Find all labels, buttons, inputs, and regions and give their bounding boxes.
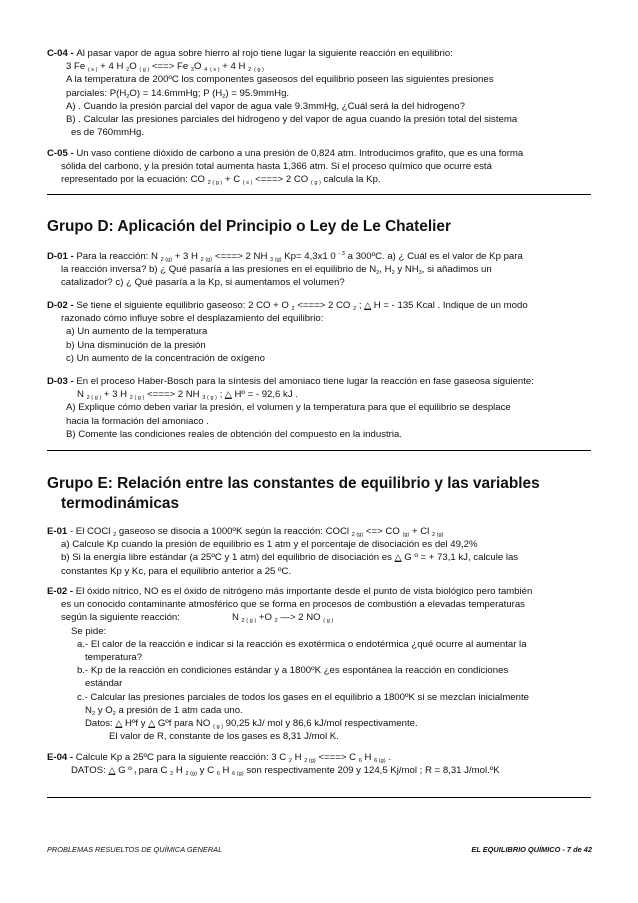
equation: N $_{2 ( g )}$ + 3 H $_{2 ( g )}$ <===> 2 NH $_{3 ( g )}$ ; △ Hº = - 92,6 kJ . — [77, 389, 298, 402]
data-line: El valor de R, constante de los gases es 8,31 J/mol K. — [109, 731, 339, 743]
option-a: a) Un aumento de la temperatura — [66, 326, 208, 338]
problem-label: D-03 - — [47, 376, 77, 387]
problem-e02: E-02 - El óxido nítrico, NO es el óxido de nitrógeno más importante desde el punto de vista biológico pero también es un conocido contaminante atmosférico que se forma en procesos de combustión a elevadas temperaturas según la siguiente reacción: N $_{2 ( g )}$ +O $_2$ —> 2 NO $_{( g )}$ Se pide: a.- El calor de la reacción e indicar si la reacción es exotérmica o endotérmica ¿qué ocurre al aumentar la temperatura? b.- Kp de la reacción en condiciones estándar y a 1800ºK ¿es espontánea la reacción en condiciones estándar c.- Calcular las presiones parciales de todos los gases en el equilibrio a 1800ºK si se mezclan inicialmente $N_2$ y $O_2$ a presión de 1 atm cada uno. Datos: △ Hºf y △ Gºf para NO $_{( g )}$ 90,25 kJ/ mol y 86,6 kJ/mol respectivamente. El valor de R, constante de los gases es 8,31 J/mol K. — [47, 585, 592, 743]
problem-e01: E-01 - El COCl $_2$ gaseoso se disocia a 1000ºK según la reacción: COCl $_{2 (g)}$ <=> CO $_{(g)}$ + Cl $_{2 (g)}$ a) Calcule Kp cuando la presión de equilibrio es 1 atm y el porcentaje de disociación es del 49,2% b) Si la energía libre estándar (a 25ºC y 1 atm) del equilibrio de disociación es △ G º = + 73,1 kJ, calcule las constantes Kp y Kc, para el equilibrio anterior a 25 ºC. — [47, 525, 592, 578]
problem-label: E-01 — [47, 526, 68, 537]
question-a: A) Explique cómo deben variar la presión, el volumen y la temperatura para que el equilibrio se desplace — [66, 402, 511, 414]
problem-text: según la siguiente reacción: N $_{2 ( g )}$ +O $_2$ —> 2 NO $_{( g )}$ — [61, 612, 334, 625]
footer-page-number: EL EQUILIBRIO QUÍMICO - 7 de 42 — [471, 845, 592, 854]
data-line: Datos: △ Hºf y △ Gºf para NO $_{( g )}$ 90,25 kJ/ mol y 86,6 kJ/mol respectivamente. — [85, 718, 418, 731]
problem-text: Un vaso contiene dióxido de carbono a una presión de 0,824 atm. Introducimos grafito, que es una forma — [76, 148, 524, 159]
problem-text: Al pasar vapor de agua sobre hierro al rojo tiene lugar la siguiente reacción en equilibrio: — [76, 48, 453, 59]
question-a: a.- El calor de la reacción e indicar si la reacción es exotérmica o endotérmica ¿qué ocurre al aumentar la — [77, 638, 527, 650]
delta-icon: △ — [364, 300, 372, 310]
problem-label: E-04 - — [47, 752, 76, 763]
problem-d03: D-03 - En el proceso Haber-Bosch para la síntesis del amoniaco tiene lugar la reacción en fase gaseosa siguiente: N $_{2 ( g )}$ + 3 H $_{2 ( g )}$ <===> 2 NH $_{3 ( g )}$ ; △ Hº = - 92,6 kJ . A) Explique cómo deben variar la presión, el volumen y la temperatura para que el equilibrio se desplace hacia la formación del amoniaco . B) Comente las condiciones reales de obtención del compuesto en la industria. — [47, 375, 592, 441]
delta-icon: △ — [148, 718, 156, 729]
problem-text: representado por la ecuación: CO $_{2 ( g )}$ + C $_{( s )}$ <===> 2 CO $_{( g )}$ calcula la Kp. — [61, 174, 381, 187]
problem-text: la reacción inversa? b) ¿ Qué pasaría a las presiones en el equilibrio de $N_2$, $H_2$ y $NH_3$, si añadimos un — [61, 264, 492, 277]
problem-text: razonado cómo influye sobre el desplazamiento del equilibrio: — [61, 313, 324, 325]
problem-label: D-01 - — [47, 251, 77, 262]
equation: 3 Fe $_{( s )}$ + 4 H $_2$O $_{( g )}$ <==> Fe $_3$O $_4$ $_{( s )}$ + 4 H $_2$ $_{( g )}$ — [66, 61, 264, 74]
question-a: A) . Cuando la presión parcial del vapor de agua vale 9.3mmHg, ¿Cuál será la del hidrogeno? — [66, 100, 465, 112]
question-a: a) Calcule Kp cuando la presión de equilibrio es 1 atm y el porcentaje de disociación es del 49,2% — [61, 539, 478, 551]
option-b: b) Una disminución de la presión — [66, 339, 206, 351]
question-a-cont: hacia la formación del amoniaco . — [66, 415, 209, 427]
problem-text: sólida del carbono, y la presión total aumenta hasta 1,366 atm. Si el proceso químico que ocurre está — [61, 161, 492, 173]
problem-text: A la temperatura de 200ºC los componentes gaseosos del equilibrio poseen las siguientes presiones — [66, 74, 494, 86]
question-b-cont: constantes Kp y Kc, para el equilibrio anterior a 25 ºC. — [61, 565, 292, 577]
section-title-group-d: Grupo D: Aplicación del Principio o Ley de Le Chatelier — [47, 218, 451, 235]
page-footer — [47, 845, 592, 854]
problem-c04 — [47, 47, 592, 139]
footer-book-title: PROBLEMAS RESUELTOS DE QUÍMICA GENERAL — [47, 845, 223, 854]
divider — [47, 797, 591, 798]
question-b: b.- Kp de la reacción en condiciones estándar y a 1800ºK ¿es espontánea la reacción en condiciones — [77, 665, 509, 677]
section-title-group-e: Grupo E: Relación entre las constantes de equilibrio y las variables termodinámicas — [47, 475, 540, 512]
problem-text: catalizador? c) ¿ Qué pasaría a la Kp, si aumentamos el volumen? — [61, 277, 345, 289]
question-b-cont: es de 760mmHg. — [71, 127, 145, 139]
delta-icon: △ — [108, 765, 116, 776]
question-b: B) . Calcular las presiones parciales del hidrogeno y del vapor de agua cuando la presión total del sistema — [66, 114, 518, 126]
question-a-cont: temperatura? — [85, 652, 143, 664]
problem-label: E-02 - — [47, 586, 76, 597]
problem-e04: E-04 - Calcule Kp a 25ºC para la siguiente reacción: 3 C $_2$ H $_{2 (g)}$ <===> C $_6$ H $_{6 (g)}$ . DATOS: △ G º $_f$ para C $_2$ H $_{2 (g)}$ y C $_6$ H $_{6 (g)}$ son respectivamente 209 y 124,5 Kj/mol ; R = 8,31 J/mol.ºK — [47, 751, 592, 777]
problem-text: Se pide: — [71, 625, 107, 637]
question-b: b) Si la energía libre estándar (a 25ºC y 1 atm) del equilibrio de disociación es △ G º = + 73,1 kJ, calcule las — [61, 552, 519, 564]
delta-icon: △ — [394, 552, 402, 563]
question-b: B) Comente las condiciones reales de obtención del compuesto en la industria. — [66, 428, 402, 440]
problem-c05 — [47, 147, 592, 187]
problem-d02: D-02 - Se tiene el siguiente equilibrio gaseoso: 2 CO + O $_2$ <===> 2 CO $_2$ ; △ H = - 135 Kcal . Indique de un modo razonado cómo influye sobre el desplazamiento del equilibrio: a) Un aumento de la temperatura b) Una disminución de la presión c) Un aumento de la concentración de oxígeno — [47, 299, 592, 365]
problem-text: parciales: $P(H_2O)$ = 14.6mmHg; P $(H_2)$ = 95.9mmHg. — [66, 87, 290, 100]
problem-label: D-02 - — [47, 300, 77, 311]
divider — [47, 450, 591, 451]
problem-label: C-05 - — [47, 148, 77, 159]
problem-label: C-04 - — [47, 48, 77, 59]
data-line: DATOS: △ G º $_f$ para C $_2$ H $_{2 (g)}$ y C $_6$ H $_{6 (g)}$ son respectivamente 209 y 124,5 Kj/mol ; R = 8,31 J/mol.ºK — [71, 765, 500, 778]
problem-text: es un conocido contaminante atmosférico que se forma en procesos de combustión a elevadas temperaturas — [61, 599, 525, 611]
option-c: c) Un aumento de la concentración de oxígeno — [66, 352, 265, 364]
delta-icon: △ — [115, 718, 123, 729]
delta-icon: △ — [224, 389, 232, 400]
problem-d01: D-01 - Para la reacción: N $_{2 (g)}$ + 3 H $_{2 (g)}$ <===> 2 NH $_{3 (g)}$ Kp= 4,3x1 0 $^{- 3}$ a 300ºC. a) ¿ Cuál es el valor de Kp para la reacción inversa? b) ¿ Qué pasaría a las presiones en el equilibrio de $N_2$, $H_2$ y $NH_3$, si añadimos un catalizador? c) ¿ Qué pasaría a la Kp, si aumentamos el volumen? — [47, 250, 592, 290]
question-b-cont: estándar — [85, 678, 123, 690]
question-c-cont: $N_2$ y $O_2$ a presión de 1 atm cada uno. — [85, 704, 243, 717]
divider — [47, 194, 591, 195]
question-c: c.- Calcular las presiones parciales de todos los gases en el equilibrio a 1800ºK si se mezclan inicialmente — [77, 691, 529, 703]
